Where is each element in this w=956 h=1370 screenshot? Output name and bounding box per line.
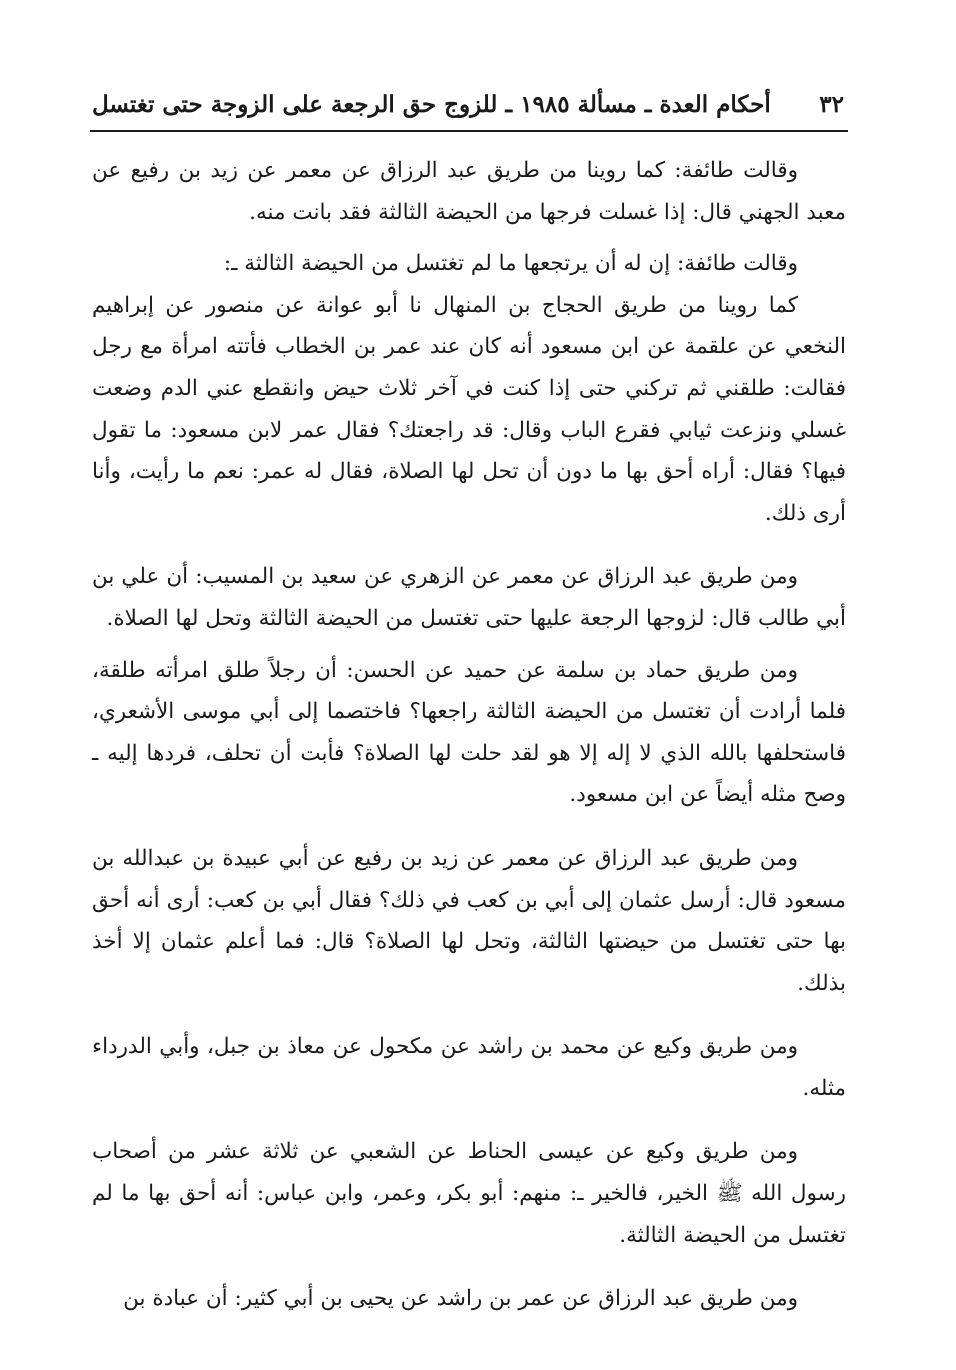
header-rule (90, 130, 848, 132)
page-number: ٣٢ (819, 91, 844, 118)
running-head (92, 78, 844, 118)
running-title: أحكام العدة ـ مسألة ١٩٨٥ ـ للزوج حق الرجعة على الزوجة حتى تغتسل (92, 91, 771, 118)
paragraph: ومن طريق عبد الرزاق عن معمر عن الزهري عن سعيد بن المسيب: أن علي بن أبي طالب قال: لزوجها الرجعة عليها حتى تغتسل من الحيضة الثالثة وتحل لها الصلاة. (92, 564, 846, 631)
paragraph: ومن طريق عبد الرزاق عن معمر عن زيد بن رفيع عن أبي عبيدة بن عبدالله بن مسعود قال: أرسل عثمان إلى أبي بن كعب في ذلك؟ فقال أبي بن كعب: أرى أنه أحق بها حتى تغتسل من حيضتها الثالثة، وتحل لها الصلاة؟ قال: فما أعلم عثمان إلا أخذ بذلك. (92, 845, 846, 996)
paragraph: ومن طريق وكيع عن عيسى الحناط عن الشعبي عن ثلاثة عشر من أصحاب رسول الله ﷺ الخير، فالخير ـ: منهم: أبو بكر، وعمر، وابن عباس: أنه أحق بها ما لم تغتسل من الحيضة الثالثة. (92, 1139, 846, 1248)
paragraph: ومن طريق عبد الرزاق عن عمر بن راشد عن يحيى بن أبي كثير: أن عبادة بن (123, 1286, 798, 1312)
paragraph: وقالت طائفة: كما روينا من طريق عبد الرزاق عن معمر عن زيد بن رفيع عن معبد الجهني قال: إذا غسلت فرجها من الحيضة الثالثة فقد بانت منه. (92, 158, 846, 225)
paragraph: وقالت طائفة: إن له أن يرتجعها ما لم تغتسل من الحيضة الثالثة ـ: (223, 251, 798, 277)
body-text (92, 150, 846, 1320)
paragraph: ومن طريق وكيع عن محمد بن راشد عن مكحول عن معاذ بن جبل، وأبي الدرداء مثله. (92, 1034, 846, 1101)
paragraph: كما روينا من طريق الحجاج بن المنهال نا أبو عوانة عن منصور عن إبراهيم النخعي عن علقمة عن ابن مسعود أنه كان عند عمر بن الخطاب فأتته امرأة مع رجل فقالت: طلقني ثم تركني حتى إذا كنت في آخر ثلاث حيض وانقطع عني الدم وضعت غسلي ونزعت ثيابي فقرع الباب وقال: قد راجعتك؟ فقال عمر لابن مسعود: ما تقول فيها؟ فقال: أراه أحق بها ما دون أن تحل لها الصلاة، فقال له عمر: نعم ما رأيت، وأنا أرى ذلك. (92, 292, 846, 526)
paragraph: ومن طريق حماد بن سلمة عن حميد عن الحسن: أن رجلاً طلق امرأته طلقة، فلما أرادت أن تغتسل من الحيضة الثالثة راجعها؟ فاختصما إلى أبي موسى الأشعري، فاستحلفها بالله الذي لا إله إلا هو لقد حلت لها الصلاة؟ فأبت أن تحلف، فردها إليه ـ وصح مثله أيضاً عن ابن مسعود. (92, 657, 846, 808)
